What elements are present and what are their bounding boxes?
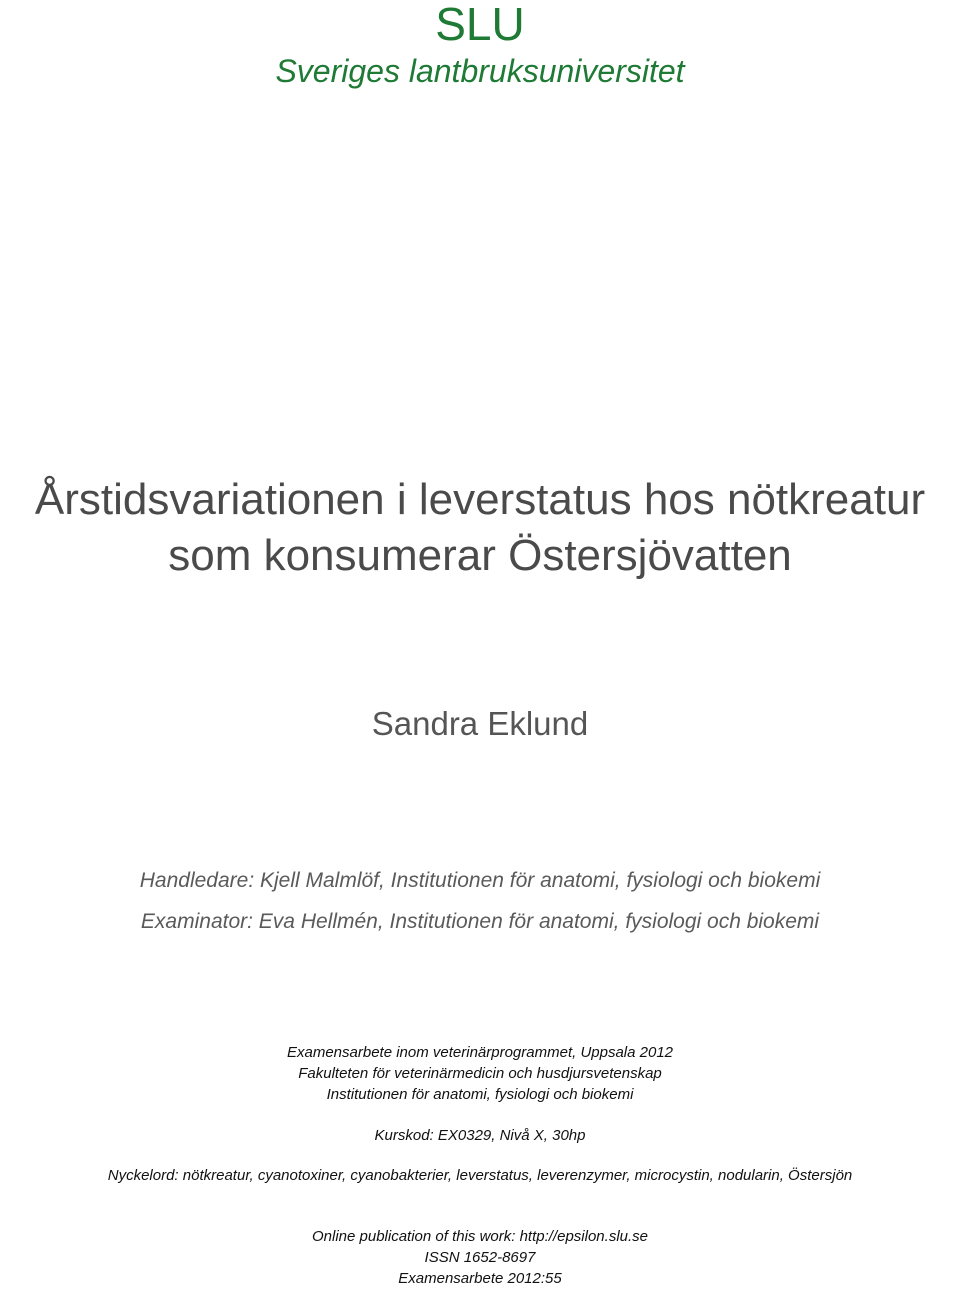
supervisor-line: Handledare: Kjell Malmlöf, Institutionen för anatomi, fysiologi och biokemi (139, 869, 821, 892)
keywords-line: Nyckelord: nötkreatur, cyanotoxiner, cyanobakterier, leverstatus, leverenzymer, microcystin, nodularin, Östersjön (107, 1167, 853, 1184)
examiner-line: Examinator: Eva Hellmén, Institutionen för anatomi, fysiologi och biokemi (140, 910, 820, 933)
course-code-line: Kurskod: EX0329, Nivå X, 30hp (374, 1127, 586, 1144)
faculty-line: Fakulteten för veterinärmedicin och husdjursvetenskap (298, 1065, 662, 1082)
slu-logo-text: SLU (435, 0, 525, 50)
issn-line: ISSN 1652-8697 (424, 1249, 536, 1266)
publication-link[interactable]: Online publication of this work: http://epsilon.slu.se (311, 1228, 648, 1245)
series-line: Examensarbete 2012:55 (398, 1270, 562, 1287)
university-name: Sveriges lantbruksuniversitet (275, 53, 685, 89)
department-line: Institutionen för anatomi, fysiologi och biokemi (326, 1086, 634, 1103)
thesis-title-line-1: Årstidsvariationen i leverstatus hos nötkreatur (34, 475, 926, 524)
thesis-title-line-2: som konsumerar Östersjövatten (168, 531, 792, 580)
program-line: Examensarbete inom veterinärprogrammet, Uppsala 2012 (286, 1044, 674, 1061)
author-name: Sandra Eklund (371, 705, 589, 742)
